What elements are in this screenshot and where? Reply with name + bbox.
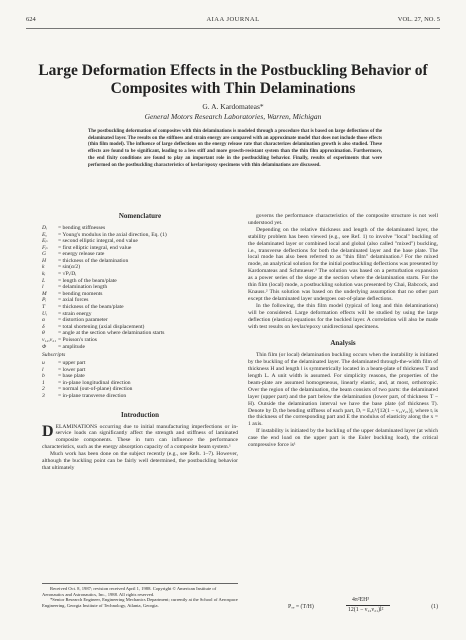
equation-number: (1) <box>431 604 438 610</box>
affiliation: General Motors Research Laboratories, Warren, Michigan <box>144 112 322 121</box>
nomenclature-row <box>42 330 238 337</box>
nomenclature-row <box>42 373 238 380</box>
analysis-heading: Analysis <box>330 339 356 348</box>
nomenclature-symbol: M <box>42 290 47 297</box>
nomenclature-definition: = total shortening (axial displacement) <box>58 323 145 330</box>
nomenclature-symbol: Uᵢ <box>42 310 47 317</box>
nomenclature-symbol: l <box>42 366 44 373</box>
nomenclature-definition: = Young's modulus in the axial direction, Eq. (1) <box>58 231 167 238</box>
volume-info: VOL. 27, NO. 5 <box>397 16 440 23</box>
author-note: *Senior Research Engineer, Engineering Mechanics Department; currently at the School of Aerospace Engineering, Georgia Institute of Technology, Atlanta, Georgia. <box>42 597 238 608</box>
nomenclature-definition: = normal (out-of-plane) direction <box>58 386 133 393</box>
nomenclature-symbol: T <box>42 304 46 311</box>
nomenclature-row <box>42 278 238 285</box>
nomenclature-row <box>42 245 238 252</box>
left-column <box>42 213 238 472</box>
subscripts-list <box>42 360 238 400</box>
nomenclature-row <box>42 311 238 318</box>
footnotes <box>42 583 238 608</box>
equation-numerator: 4π²EH³ <box>352 597 370 603</box>
nomenclature-row <box>42 258 238 265</box>
right-paragraph-4: Thin film (or local) delamination buckling occurs when the instability is initiated by the buckling of the delaminated layer. The delaminated through-the-width film of thickness H and length l is symmetrically located in a beam-plate of thickness T and length L. A unit width is assumed. For simplicity reasons, the properties of the beam-plate are assumed homogeneous, linearly elastic, and, at most, orthotropic. Over the region of the delamination, the beam consists of two parts: the delaminated layer (upper part) and the part below the delamination (lower part, of thickness T − H). Outside the delamination interval we have the base plate (of thickness T). Denote by Dᵢ the bending stiffness of each part, Dᵢ = Eₓtᵢ³/[12(1 − ν₁₂ν₂₁)], where tᵢ is the thickness of the corresponding part and E the modulus of elasticity along the x = 1 axis. <box>248 352 438 428</box>
nomenclature-symbol: 1 <box>42 379 45 386</box>
drop-cap: D <box>42 422 54 440</box>
nomenclature-symbol: 2 <box>42 386 45 393</box>
right-paragraph-2: Depending on the relative thickness and length of the delaminated layer, the stability problem has been viewed (e.g., see Ref. 1) to involve "local" buckling of the delaminated layer or combined local and global (also called "mixed") buckling, i.e., transverse deflections for both the delaminated layer and the base plate. The local mode has also been referred to as "thin film" delamination.² For the mixed mode, an analytical solution for the initial postbuckling deflections was presented by Kardomateas and Schmueser.³ The solution was based on a perturbation expansion as a power series of the slope at the section where the delamination starts. For the thin film (local) mode, a postbuckling solution was presented by Chai, Babcock, and Knauss.² This solution was based on the underlying assumption that no other part except the delaminated layer undergoes out-of-plane deflections. <box>248 226 438 302</box>
page-number: 624 <box>26 16 36 23</box>
nomenclature-definition: = lower part <box>58 366 86 373</box>
nomenclature-symbol: L <box>42 277 46 284</box>
nomenclature-definition: = Poisson's ratios <box>58 337 97 343</box>
nomenclature-row <box>42 337 238 344</box>
nomenclature-heading: Nomenclature <box>118 212 162 220</box>
nomenclature-symbol: b <box>42 373 45 380</box>
nomenclature-row <box>42 264 238 271</box>
nomenclature-symbol: ν₁₂,ν₂₁ <box>42 337 57 343</box>
nomenclature-row <box>42 367 238 374</box>
nomenclature-row <box>42 297 238 304</box>
equation-lhs: Pₒₑ = (T/H) <box>288 604 314 610</box>
equation-1 <box>248 597 438 619</box>
nomenclature-row <box>42 304 238 311</box>
nomenclature-definition: = axial forces <box>58 297 89 304</box>
nomenclature-row <box>42 317 238 324</box>
abstract: The postbuckling deformation of composites with thin delaminations is modeled through a procedure that is based on large deflections of the delaminated layer. The results on the stiffness and strain energy are compared with an approximate model that does not include those effects (thin film model). The influence of large deflections on the energy release rate that characterizes delamination growth is also studied. These effects are found to be significant, leading to a less stiff and more growth-resistant system than the thin film approximation. Furthermore, the end fixity conditions are found to play an important role in the postbuckling behavior. Finally, results of experiments that were performed on the postbuckling characteristics of kevlar/epoxy specimens with thin delaminations are discussed. <box>88 129 382 168</box>
nomenclature-definition: = upper part <box>58 360 86 367</box>
nomenclature-definition: = bending moments <box>58 290 103 297</box>
nomenclature-symbol: Eₚ <box>42 238 48 245</box>
nomenclature-symbol: 3 <box>42 393 45 400</box>
nomenclature-symbol: l <box>42 284 44 291</box>
nomenclature-symbol: u <box>42 360 45 367</box>
nomenclature-definition: = sin(α/2) <box>58 264 81 271</box>
nomenclature-definition: = in-plane transverse direction <box>58 393 127 400</box>
nomenclature-row <box>42 232 238 239</box>
nomenclature-definition: = in-plane longitudinal direction <box>58 379 131 386</box>
right-paragraph-1: governs the performance characteristics of the composite structure is not well understood yet. <box>248 213 438 226</box>
nomenclature-symbol: α <box>42 317 45 324</box>
introduction-heading: Introduction <box>121 410 159 419</box>
nomenclature-definition: = distortion parameter <box>58 317 108 324</box>
nomenclature-list <box>42 225 238 350</box>
nomenclature-row <box>42 251 238 258</box>
right-paragraph-5: If instability is initiated by the buckling of the upper delaminated layer (at which case the end load on the upper part is the Euler buckling load), the critical compressive force is¹ <box>248 428 438 449</box>
nomenclature-definition: = thickness of the delamination <box>58 257 129 264</box>
author-name: G. A. Kardomateas* <box>202 102 264 111</box>
nomenclature-symbol: Dᵢ <box>42 224 47 231</box>
nomenclature-row <box>42 344 238 351</box>
nomenclature-symbol: Eₓ <box>42 231 48 238</box>
nomenclature-symbol: Pᵢ <box>42 297 47 304</box>
nomenclature-definition: = √Pᵢ/Dᵢ <box>58 271 77 278</box>
nomenclature-row <box>42 284 238 291</box>
journal-name: AIAA JOURNAL <box>206 16 260 23</box>
nomenclature-row <box>42 291 238 298</box>
intro-paragraph-2: Much work has been done on the subject recently (e.g., see Refs. 1–7). However, although the buckling point can be fairly well determined, the postbuckling behavior that ultimately <box>42 451 238 471</box>
nomenclature-row <box>42 225 238 232</box>
subscripts-heading: Subscripts <box>42 352 66 359</box>
intro-paragraph-1: DELAMINATIONS occurring due to initial manufacturing imperfections or in-service loads can significantly affect the strength and stiffness of laminated composite components. These in turn can influence the performance characteristics, such as the energy absorption capacity of a composite beam system.¹ <box>42 422 238 451</box>
right-column <box>248 213 438 449</box>
nomenclature-symbol: k <box>42 264 45 271</box>
nomenclature-definition: = thickness of the beam/plate <box>58 304 124 311</box>
equation-denominator: 12(1 − ν₁₂ν₂₁)l² <box>348 607 384 613</box>
nomenclature-symbol: G <box>42 251 47 258</box>
nomenclature-symbol: H <box>42 257 47 264</box>
nomenclature-symbol: Φ <box>42 343 47 350</box>
nomenclature-definition: = length of the beam/plate <box>58 277 117 284</box>
nomenclature-row <box>42 271 238 278</box>
nomenclature-symbol: δ <box>42 323 45 330</box>
nomenclature-row <box>42 324 238 331</box>
nomenclature-definition: = angle at the section where delamination starts <box>58 330 165 337</box>
fraction-bar <box>346 605 390 606</box>
nomenclature-definition: = base plate <box>58 373 85 380</box>
nomenclature-definition: = delamination length <box>58 284 108 291</box>
nomenclature-definition: = bending stiffnesses <box>58 224 106 231</box>
nomenclature-definition: = first elliptic integral, end value <box>58 244 132 251</box>
nomenclature-symbol: θ <box>42 330 45 337</box>
nomenclature-row <box>42 360 238 367</box>
paper-title: Large Deformation Effects in the Postbuckling Behavior of Composites with Thin Delaminations <box>38 62 428 97</box>
nomenclature-definition: = amplitude <box>58 343 85 350</box>
nomenclature-definition: = second elliptic integral, end value <box>58 238 138 245</box>
nomenclature-symbol: kᵢ <box>42 271 46 278</box>
page-header <box>26 16 440 28</box>
nomenclature-row <box>42 393 238 400</box>
nomenclature-definition: = energy release rate <box>58 251 105 258</box>
right-paragraph-3: In the following, the thin film model (typical of long and thin delaminations) will be considered. Large deformation effects will be studied by using the large deflection (elastica) equations for the buckled layer. A correlation will also be made with test results on kevlar/epoxy unidirectional specimens. <box>248 302 438 330</box>
nomenclature-symbol: Fₚ <box>42 244 48 251</box>
nomenclature-row <box>42 238 238 245</box>
nomenclature-row <box>42 386 238 393</box>
header-rule <box>26 28 440 29</box>
nomenclature-row <box>42 380 238 387</box>
nomenclature-definition: = strain energy <box>58 310 92 317</box>
received-note: Received Oct. 8, 1987; revision received April 1, 1988. Copyright © American Institute of Aeronautics and Astronautics, Inc., 1988. All rights reserved. <box>42 586 217 597</box>
